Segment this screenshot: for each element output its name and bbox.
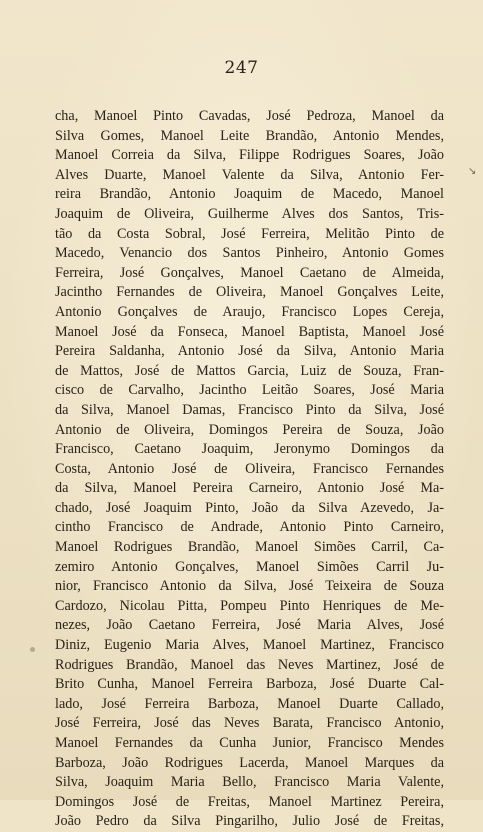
text-line: de Mattos, José de Mattos Garcia, Luiz de Souza, Fran- [55,362,444,379]
text-line: Rodrigues Brandão, Manoel das Neves Martinez, José de [55,656,444,673]
text-line: nior, Francisco Antonio da Silva, José Teixeira de Souza [55,578,444,595]
page-number: 247 [224,58,259,78]
text-line: Brito Cunha, Manoel Ferreira Barboza, José Duarte Cal- [55,676,444,693]
text-line: Diniz, Eugenio Maria Alves, Manoel Martinez, Francisco [55,637,444,654]
text-line: Ferreira, José Gonçalves, Manoel Caetano de Almeida, [55,264,444,281]
text-line: da Silva, Manoel Pereira Carneiro, Antonio José Ma- [55,480,444,497]
text-line: Antonio Gonçalves de Araujo, Francisco Lopes Cereja, [55,303,444,320]
text-line: Antonio de Oliveira, Domingos Pereira de Souza, João [55,421,444,438]
text-line: Alves Duarte, Manoel Valente da Silva, Antonio Fer- [55,166,444,183]
text-line: Barboza, João Rodrigues Lacerda, Manoel Marques da [55,754,444,771]
body-text [55,107,444,832]
foxing-spot [30,647,35,652]
text-line: reira Brandão, Antonio Joaquim de Macedo, Manoel [55,186,444,203]
text-line: Jacintho Fernandes de Oliveira, Manoel Gonçalves Leite, [55,284,444,301]
text-line: Macedo, Venancio dos Santos Pinheiro, Antonio Gomes [55,245,444,262]
text-line: Francisco, Caetano Joaquim, Jeronymo Domingos da [55,441,444,458]
text-line: Cardozo, Nicolau Pitta, Pompeu Pinto Henriques de Me- [55,597,444,614]
text-line: Silva, Joaquim Maria Bello, Francisco Maria Valente, [55,774,444,791]
text-line: Manoel Rodrigues Brandão, Manoel Simões Carril, Ca- [55,539,444,556]
text-line: Costa, Antonio José de Oliveira, Francisco Fernandes [55,460,444,477]
text-line: lado, José Ferreira Barboza, Manoel Duarte Callado, [55,695,444,712]
text-line: zemiro Antonio Gonçalves, Manoel Simões Carril Ju- [55,558,444,575]
text-line: chado, José Joaquim Pinto, João da Silva Azevedo, Ja- [55,499,444,516]
text-line: tão da Costa Sobral, José Ferreira, Melitão Pinto de [55,225,444,242]
text-line: cisco de Carvalho, Jacintho Leitão Soares, José Maria [55,382,444,399]
text-line: cintho Francisco de Andrade, Antonio Pinto Carneiro, [55,519,444,536]
text-line: nezes, João Caetano Ferreira, José Maria Alves, José [55,617,444,634]
text-line: João Pedro da Silva Pingarilho, Julio José de Freitas, [55,813,444,830]
text-line: José Ferreira, José das Neves Barata, Francisco Antonio, [55,715,444,732]
text-line: cha, Manoel Pinto Cavadas, José Pedroza, Manoel da [55,108,444,124]
text-line: Joaquim de Oliveira, Guilherme Alves dos Santos, Tris- [55,205,444,222]
text-line: Pereira Saldanha, Antonio José da Silva, Antonio Maria [55,343,444,360]
text-line: Domingos José de Freitas, Manoel Martinez Pereira, [55,793,444,810]
text-line: Manoel José da Fonseca, Manoel Baptista, Manoel José [55,323,444,340]
text-line: Manoel Correia da Silva, Filippe Rodrigues Soares, João [55,147,444,164]
text-line: da Silva, Manoel Damas, Francisco Pinto da Silva, José [55,401,444,418]
margin-mark: ↘ [468,166,477,177]
text-line: Manoel Fernandes da Cunha Junior, Francisco Mendes [55,735,444,751]
text-line: Silva Gomes, Manoel Leite Brandão, Antonio Mendes, [55,127,444,144]
